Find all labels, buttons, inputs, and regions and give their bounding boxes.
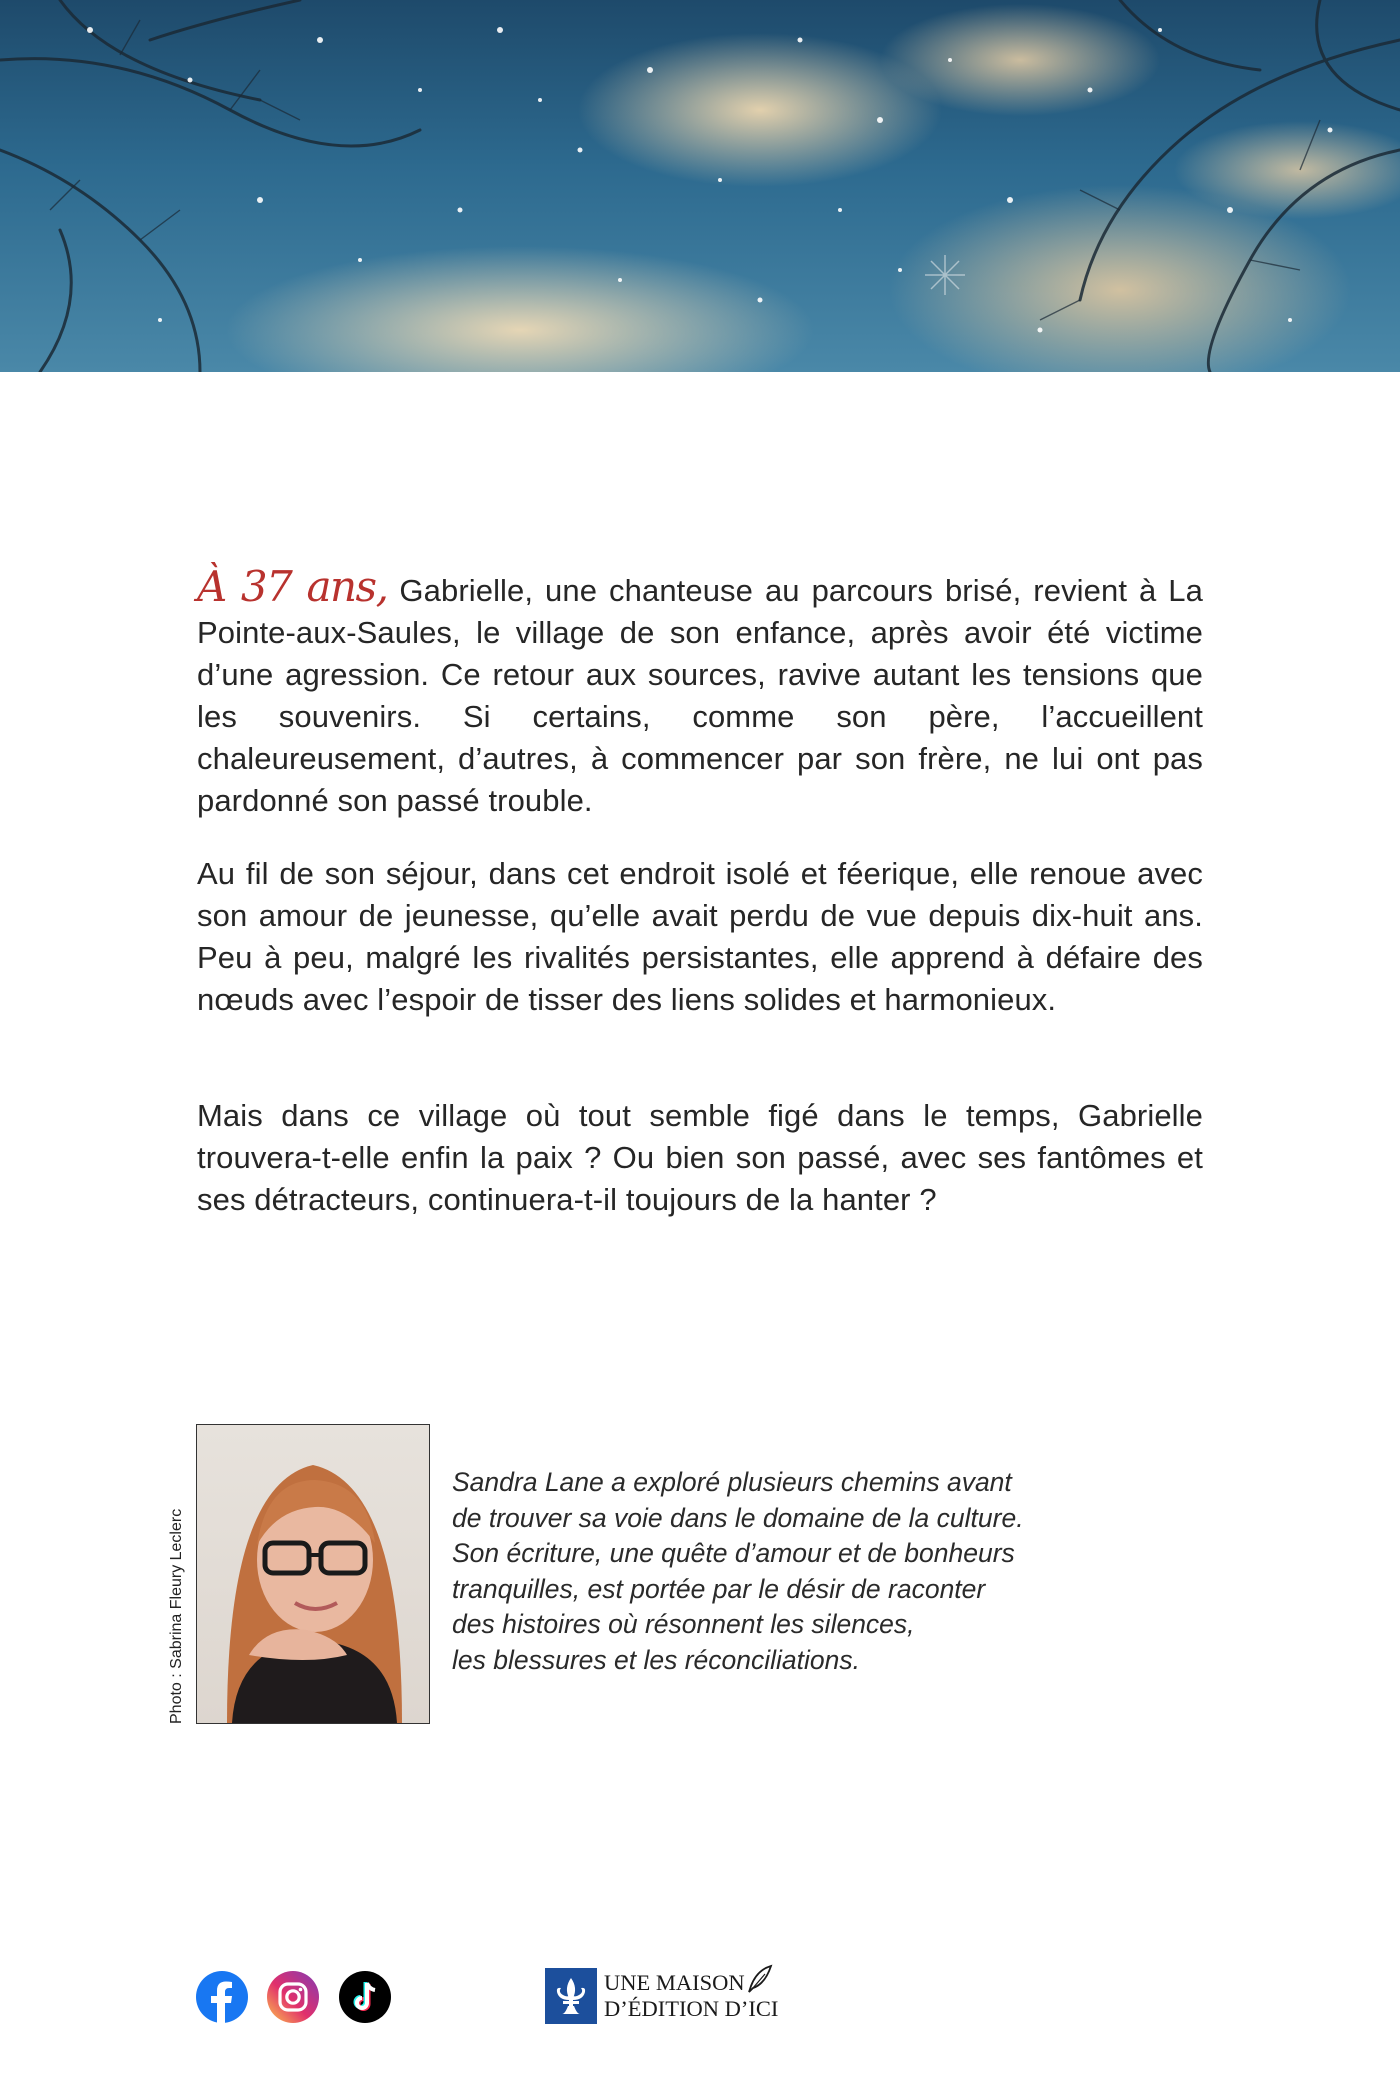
- lead-age-text: À 37 ans,: [197, 562, 388, 611]
- publisher-logo: [545, 1968, 778, 2024]
- facebook-icon[interactable]: [196, 1971, 248, 2023]
- paragraph-1-text: Gabrielle, une chanteuse au parcours brisé, revient à La Pointe-aux-Saules, le village de son enfance, après avoir été victime d’une agression. Ce retour aux sources, ravive autant les tensions que les souvenirs. Si certains, comme son père, l’accueillent chaleureusement, d’autres, à commencer par son frère, ne lui ont pas pardonné son passé trouble.: [197, 573, 1203, 818]
- fleur-de-lis-icon: [545, 1968, 597, 2024]
- winter-sky-banner: [0, 0, 1400, 372]
- publisher-line-1: UNE MAISON: [604, 1970, 745, 1995]
- bio-line: tranquilles, est portée par le désir de raconter: [452, 1573, 986, 1604]
- bio-line: Sandra Lane a exploré plusieurs chemins avant: [452, 1467, 1012, 1497]
- quill-icon: [745, 1964, 775, 1994]
- photo-credit: Photo : Sabrina Fleury Leclerc: [168, 1508, 185, 1724]
- instagram-icon[interactable]: [267, 1971, 319, 2023]
- snowflake-icon: [925, 255, 965, 295]
- bio-line: Son écriture, une quête d’amour et de bonheurs: [452, 1538, 1015, 1568]
- bio-line: les blessures et les réconciliations.: [452, 1644, 860, 1675]
- paragraph-3-text: Mais dans ce village où tout semble figé dans le temps, Gabrielle trouvera-t-elle enfin la paix ? Ou bien son passé, avec ses fantômes et ses détracteurs, continuera-t-il toujours de la hanter ?: [197, 1098, 1203, 1217]
- tiktok-icon[interactable]: [339, 1971, 391, 2023]
- description-paragraph-2: [197, 853, 1203, 1021]
- tree-branches-illustration: [0, 0, 1400, 372]
- author-photo: [196, 1424, 430, 1724]
- description-paragraph-1: [197, 562, 1203, 822]
- paragraph-2-text: Au fil de son séjour, dans cet endroit isolé et féerique, elle renoue avec son amour de jeunesse, qu’elle avait perdu de vue depuis dix-huit ans. Peu à peu, malgré les rivalités persistantes, elle apprend à défaire des nœuds avec l’espoir de tisser des liens solides et harmonieux.: [197, 856, 1203, 1017]
- author-bio: [452, 1465, 1112, 1678]
- publisher-line-2: D’ÉDITION D’ICI: [604, 1996, 779, 2021]
- bio-line: de trouver sa voie dans le domaine de la culture.: [452, 1502, 1024, 1533]
- bio-line: des histoires où résonnent les silences,: [452, 1609, 915, 1639]
- description-paragraph-3: [197, 1095, 1203, 1221]
